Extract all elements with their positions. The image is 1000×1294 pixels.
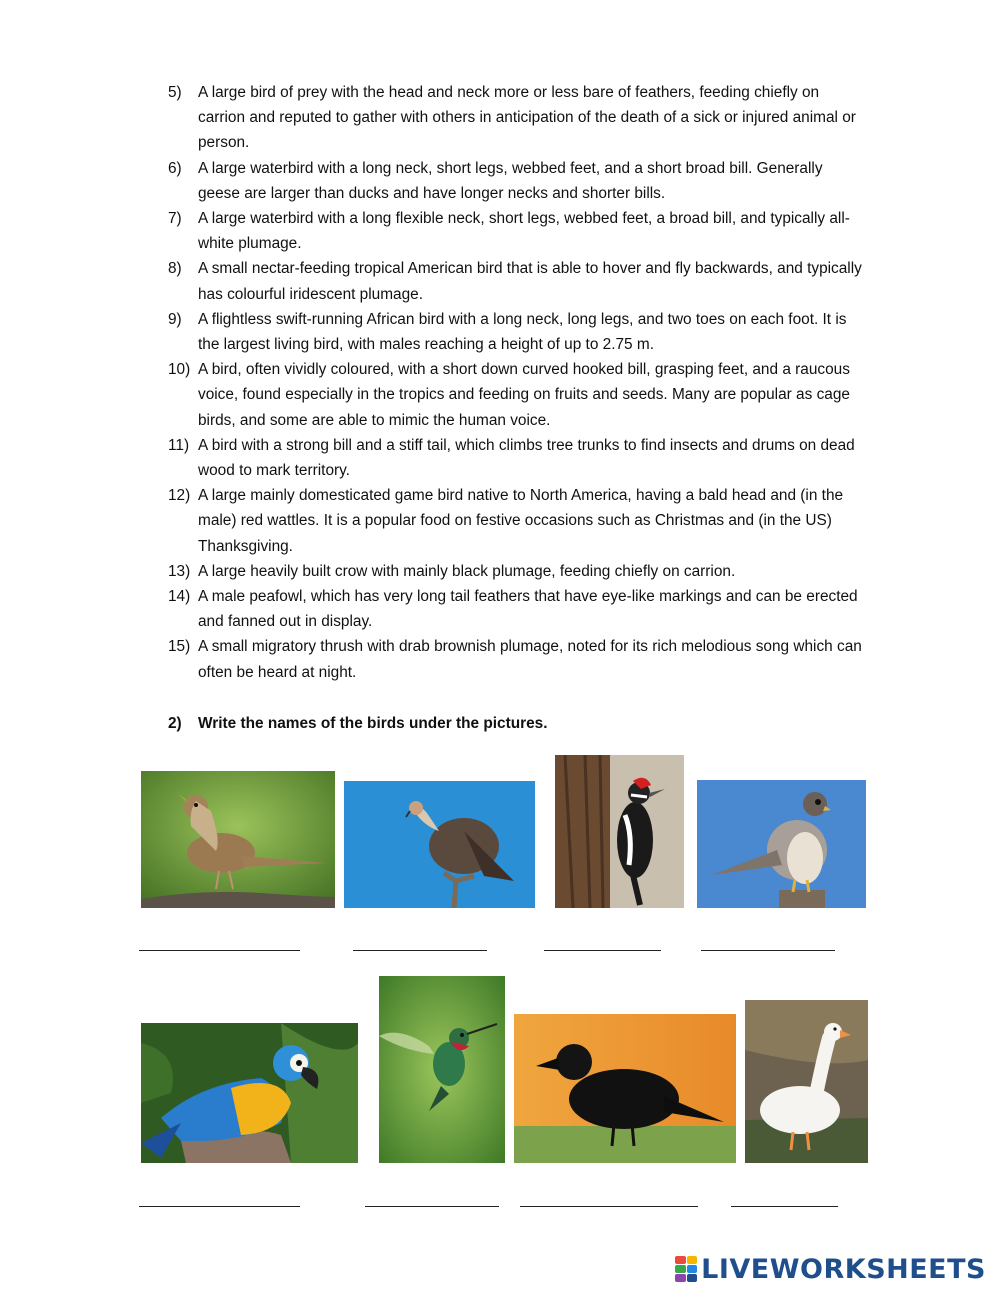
definition-item: 15) A small migratory thrush with drab brownish plumage, noted for its rich melodious song which can often be heard at night. (168, 638, 862, 681)
answer-blank[interactable] (365, 1206, 499, 1207)
falcon-picture (697, 780, 866, 908)
definition-item: 12) A large mainly domesticated game bird native to North America, having a bald head and (in the male) red wattles. It is a popular food on festive occasions such as Christmas and (in the US) Thanksgiving. (168, 487, 844, 555)
answer-blank[interactable] (139, 950, 300, 951)
answer-blank[interactable] (701, 950, 835, 951)
definition-item: 5) A large bird of prey with the head and neck more or less bare of feathers, feeding chiefly on carrion and reputed to gather with others in anticipation of the death of a sick or injured animal or person. (168, 84, 856, 152)
definition-item: 11) A bird with a strong bill and a stiff tail, which climbs tree trunks to find insects and drums on dead wood to mark territory. (168, 436, 855, 480)
definition-item: 7) A large waterbird with a long flexible neck, short legs, webbed feet, a broad bill, and typically all-white plumage. (168, 210, 850, 253)
definition-item: 14) A male peafowl, which has very long tail feathers that have eye-like markings and can be erected and fanned out in display. (168, 588, 858, 631)
nightingale-picture (141, 771, 335, 908)
goose-picture (745, 1000, 868, 1163)
hummingbird-picture (379, 976, 505, 1163)
definitions-list (168, 80, 868, 685)
section-heading: 2) Write the names of the birds under the pictures. (168, 715, 548, 732)
answer-blank[interactable] (731, 1206, 838, 1207)
definition-item: 6) A large waterbird with a long neck, short legs, webbed feet, and a short broad bill. Generally geese are larger than ducks and have longer necks and shorter bills. (168, 159, 823, 202)
answer-blank[interactable] (544, 950, 661, 951)
definition-item: 10) A bird, often vividly coloured, with a short down curved hooked bill, grasping feet, and a raucous voice, found especially in the tropics and feeding on fruits and seeds. Many are popular as cage birds, and some are able to mimic the human voice. (168, 361, 850, 429)
woodpecker-picture (555, 755, 684, 908)
macaw-picture (141, 1023, 358, 1163)
answer-blank[interactable] (353, 950, 487, 951)
liveworksheets-logo: LIVEWORKSHEETS (675, 1252, 986, 1286)
definition-item: 13) A large heavily built crow with mainly black plumage, feeding chiefly on carrion. (168, 562, 736, 580)
logo-mark-icon (675, 1256, 697, 1282)
raven-picture (514, 1014, 736, 1163)
definition-item: 9) A flightless swift-running African bird with a long neck, long legs, and two toes on each foot. It is the largest living bird, with males reaching a height of up to 2.75 m. (168, 310, 847, 354)
definition-item: 8) A small nectar-feeding tropical American bird that is able to hover and fly backwards, and typically has colourful iridescent plumage. (168, 260, 862, 303)
vulture-picture (344, 781, 535, 908)
answer-blank[interactable] (520, 1206, 698, 1207)
answer-blank[interactable] (139, 1206, 300, 1207)
